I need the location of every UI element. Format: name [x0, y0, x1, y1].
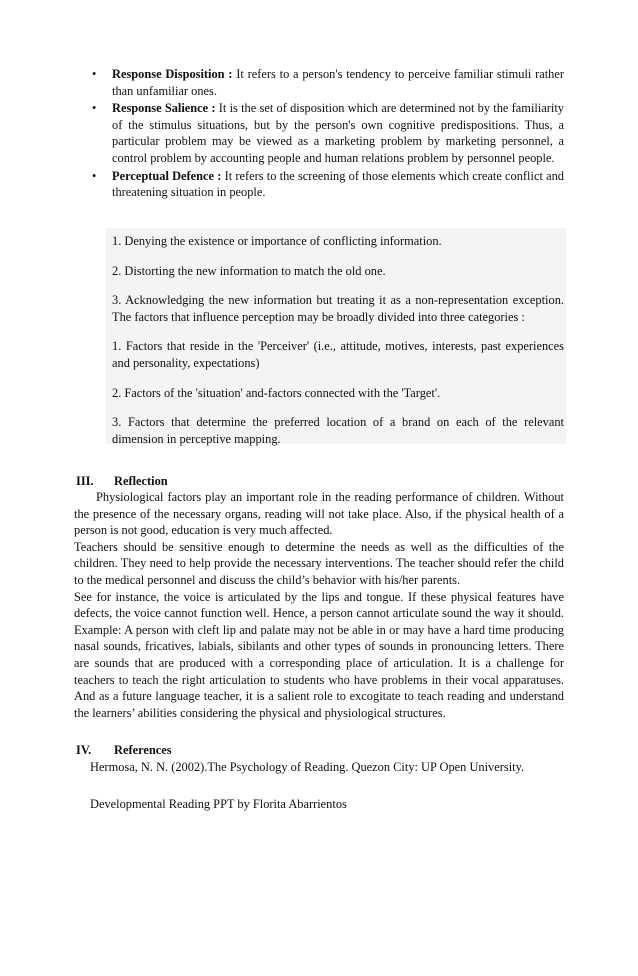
references-heading	[76, 742, 172, 759]
bullet-response-salience	[86, 100, 564, 166]
numbered-item: 1. Factors that reside in the 'Perceiver' (i.e., attitude, motives, interests, past experiences and personality, expectations)	[112, 339, 564, 370]
reference-item: Hermosa, N. N. (2002).The Psychology of Reading. Quezon City: UP Open University.	[90, 760, 525, 774]
bullet-dot-icon: •	[92, 67, 97, 81]
bullet-text: It refers to a person's tendency to perceive familiar stimuli rather than unfamiliar ones.	[112, 67, 565, 98]
numbered-item: 1. Denying the existence or importance of conflicting information.	[112, 234, 442, 248]
section-title: Reflection	[114, 474, 168, 488]
reflection-paragraph: See for instance, the voice is articulated by the lips and tongue. If these physical features have defects, the voice cannot function well. Hence, a person cannot articulate sound the way it should. Example: A person with cleft lip and palate may not be able in or may have a hard time producing nasal sounds, fricatives, labials, sibilants and other types of sounds in pronouncing letters. There are sounds that are produced with a corresponding place of articulation. It is a challenge for teachers to teach the right articulation to students who have problems in their vocal apparatuses. And as a future language teacher, it is a salient role to excogitate to teach reading and understand the learners’ abilities considering the physical and physiological structures.	[74, 589, 564, 720]
reflection-paragraph: Teachers should be sensitive enough to determine the needs as well as the difficulties of the children. They need to help provide the necessary interventions. The teacher should refer the child to the medical personnel and discuss the child’s behavior with his/her parents.	[74, 539, 564, 587]
numbered-item: 3. Factors that determine the preferred location of a brand on each of the relevant dimension in perceptive mapping.	[112, 415, 564, 446]
reflection-paragraph: Physiological factors play an important role in the reading performance of children. Without the presence of the necessary organs, reading will not take place. Also, if the physical health of a person is not good, education is very much affected.	[74, 490, 564, 538]
numbered-item: 3. Acknowledging the new information but treating it as a non-representation exception. The factors that influence perception may be broadly divided into three categories :	[112, 293, 564, 324]
bullet-response-disposition	[86, 66, 564, 99]
bullet-text: It is the set of disposition which are determined not by the familiarity of the stimulus situations, but by the person's own cognitive predispositions. Thus, a particular problem may be viewed as a marketing problem by marketing personnel, a control problem by accounting people and human relations problem by personnel people.	[112, 101, 564, 165]
numbered-item: 2. Factors of the 'situation' and-factors connected with the 'Target'.	[112, 385, 441, 400]
bullet-text: It refers to the screening of those elements which create conflict and threatening situation in people.	[112, 168, 564, 200]
bullet-term: Response Disposition :	[112, 67, 233, 81]
bullet-dot-icon: •	[92, 101, 97, 116]
section-title: References	[114, 743, 172, 757]
bullet-perceptual-defence	[86, 168, 564, 201]
reflection-body	[74, 489, 564, 721]
numbered-item: 2. Distorting the new information to match the old one.	[112, 263, 386, 278]
section-number: III.	[76, 474, 94, 488]
bullet-dot-icon: •	[92, 168, 97, 183]
reference-item: Developmental Reading PPT by Florita Abarrientos	[90, 796, 347, 811]
bullet-term: Response Salience :	[112, 101, 216, 116]
references-list	[90, 759, 560, 832]
reflection-heading	[76, 473, 168, 490]
numbered-list	[112, 233, 564, 460]
section-number: IV.	[76, 743, 92, 757]
bullet-term: Perceptual Defence :	[112, 168, 222, 183]
bullet-list	[86, 66, 564, 202]
